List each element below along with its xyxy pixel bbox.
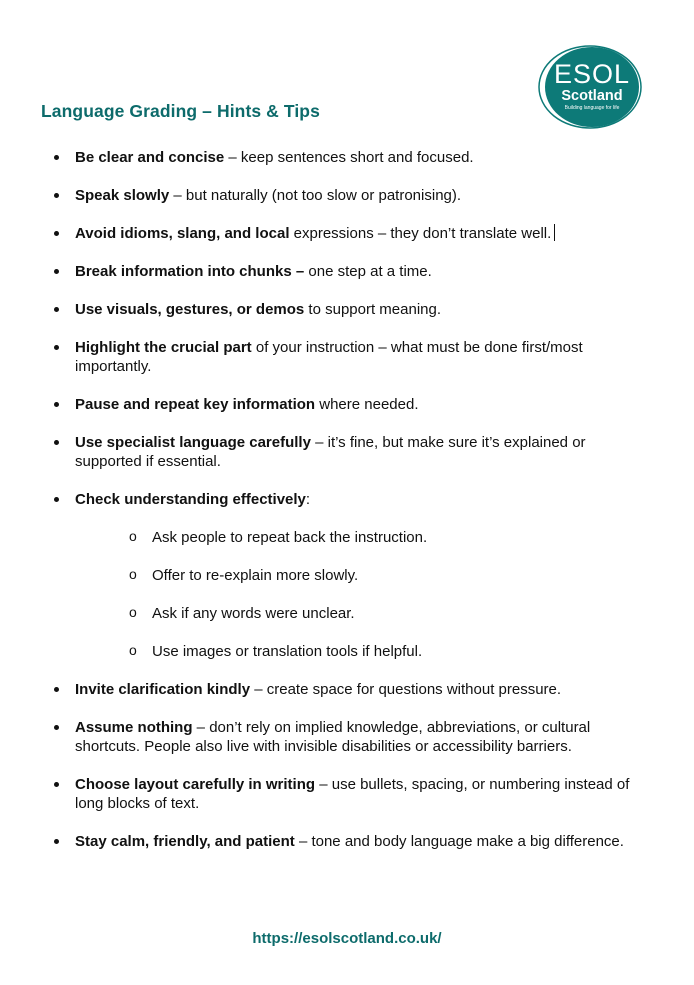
list-item: [0, 338, 694, 376]
list-item: [0, 490, 694, 661]
list-item: [0, 832, 694, 851]
list-item: [0, 186, 694, 205]
list-item: [0, 395, 694, 414]
list-item: [0, 224, 694, 243]
tip-heading: Speak slowly: [75, 187, 170, 204]
logo-line1: ESOL: [553, 59, 631, 89]
list-item: [0, 680, 694, 699]
tip-text: – but naturally (not too slow or patronising).: [169, 187, 462, 204]
tip-heading: Check understanding effectively: [75, 491, 306, 508]
esol-scotland-logo: [536, 42, 644, 132]
logo-graphic: [536, 42, 644, 132]
page-title: Language Grading – Hints & Tips: [41, 101, 320, 121]
tips-list: [0, 148, 694, 870]
tip-heading: Assume nothing: [75, 719, 193, 736]
tip-text: of your instruction – what must be done first/most importantly.: [75, 339, 583, 375]
tip-heading: Invite clarification kindly: [75, 681, 251, 698]
sub-list-item: o Ask if any words were unclear.: [75, 604, 634, 623]
list-item: [0, 775, 694, 813]
sub-list-item: o Ask people to repeat back the instruction.: [75, 528, 634, 547]
check-understanding-sublist: [75, 528, 634, 661]
tip-text: expressions – they don’t translate well.: [289, 225, 552, 242]
tip-heading: Break information into chunks –: [75, 263, 305, 280]
tip-text: – create space for questions without pressure.: [250, 681, 562, 698]
logo-tagline: Building language for life: [564, 105, 620, 111]
tip-text: where needed.: [315, 396, 419, 413]
tip-text: – keep sentences short and focused.: [224, 149, 474, 166]
tip-heading: Use specialist language carefully: [75, 434, 311, 451]
logo-line2: Scotland: [561, 88, 623, 104]
tip-text: to support meaning.: [304, 301, 442, 318]
list-item: [0, 433, 694, 471]
tip-text: – don’t rely on implied knowledge, abbreviations, or cultural shortcuts. People also live with invisible disabilities or accessibility barriers.: [75, 719, 591, 755]
tip-text: :: [305, 491, 311, 508]
list-item: [0, 262, 694, 281]
tip-text: – it’s fine, but make sure it’s explained or supported if essential.: [75, 434, 586, 470]
sub-list-item: o Offer to re-explain more slowly.: [75, 566, 634, 585]
website-link[interactable]: https://esolscotland.co.uk/: [252, 930, 442, 947]
tip-heading: Pause and repeat key information: [75, 396, 316, 413]
tip-heading: Choose layout carefully in writing: [75, 776, 316, 793]
tip-heading: Be clear and concise: [75, 149, 225, 166]
tip-text: one step at a time.: [304, 263, 432, 280]
tip-heading: Stay calm, friendly, and patient: [75, 833, 295, 850]
tip-heading: Highlight the crucial part: [75, 339, 252, 356]
sub-list-item: o Use images or translation tools if helpful.: [75, 642, 634, 661]
list-item: [0, 718, 694, 756]
tip-heading: Avoid idioms, slang, and local: [75, 225, 290, 242]
list-item: [0, 300, 694, 319]
tip-text: – tone and body language make a big difference.: [294, 833, 624, 850]
text-cursor: [554, 224, 555, 241]
tip-text: – use bullets, spacing, or numbering instead of long blocks of text.: [75, 776, 630, 812]
tip-heading: Use visuals, gestures, or demos: [75, 301, 305, 318]
list-item: [0, 148, 694, 167]
